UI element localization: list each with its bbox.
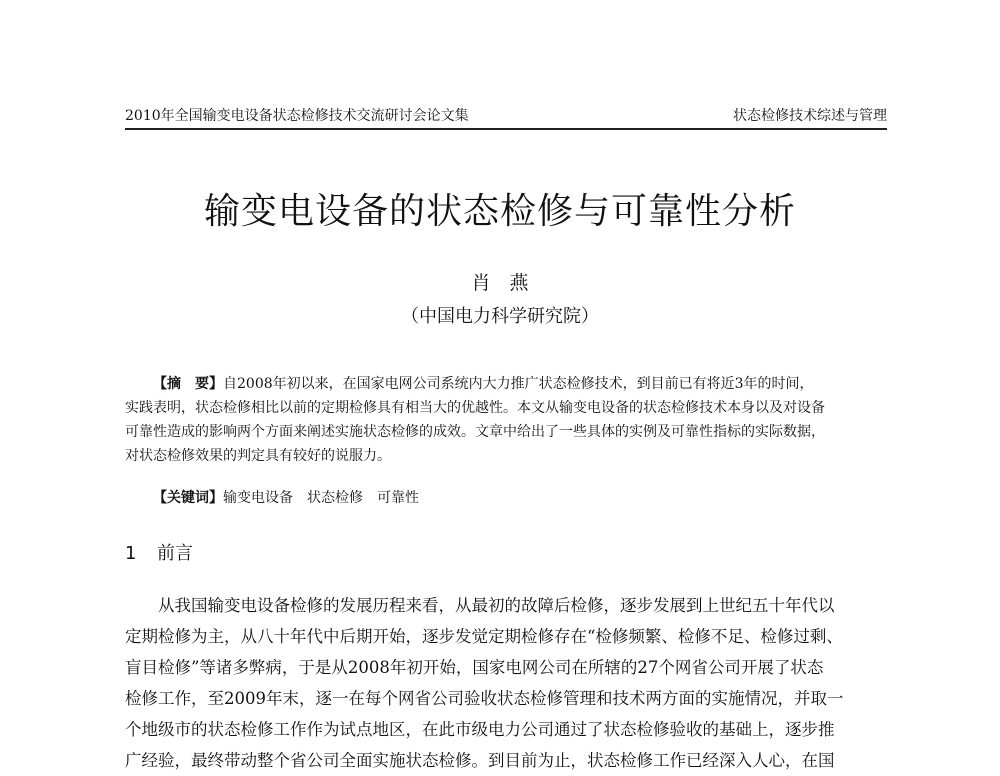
abstract-text: 自2008年初以来，在国家电网公司系统内大力推广状态检修技术，到目前已有将近3年的时间， [223,376,814,392]
keywords-text: 输变电设备 状态检修 可靠性 [223,490,419,506]
author-name: 肖 燕 [471,272,529,294]
header-section-title: 状态检修技术综述与管理 [733,108,887,124]
body-line: 个地级市的状态检修工作作为试点地区，在此市级电力公司通过了状态检修验收的基础上，逐步推 [125,720,835,739]
header-proceedings-title: 2010年全国输变电设备状态检修技术交流研讨会论文集 [125,108,469,124]
abstract-block [125,372,887,468]
body-line: 盲目检修”等诸多弊病，于是从2008年初开始，国家电网公司在所辖的27个网省公司开展了状态 [125,658,824,677]
running-header [125,102,887,130]
abstract-label: 【摘 要】 [153,376,223,392]
section-number: 1 [125,543,137,564]
section-heading [125,541,193,567]
author-affiliation: （中国电力科学研究院） [401,306,599,327]
body-line: 检修工作，至2009年末，逐一在每个网省公司验收状态检修管理和技术两方面的实施情况，并取一 [125,689,844,708]
body-line: 定期检修为主，从八十年代中后期开始，逐步发觉定期检修存在“检修频繁、检修不足、检修过剩、 [125,627,843,646]
section-body [125,590,890,776]
body-line: 广经验，最终带动整个省公司全面实施状态检修。到目前为止，状态检修工作已经深入人心，在国 [125,751,835,770]
keywords-label: 【关键词】 [153,490,223,506]
abstract-line: 可靠性造成的影响两个方面来阐述实施状态检修的成效。文章中给出了一些具体的实例及可靠性指标的实际数据， [125,424,825,440]
abstract-line: 实践表明，状态检修相比以前的定期检修具有相当大的优越性。本文从输变电设备的状态检修技术本身以及对设备 [125,400,825,416]
paper-title: 输变电设备的状态检修与可靠性分析 [203,191,796,232]
body-line: 从我国输变电设备检修的发展历程来看，从最初的故障后检修，逐步发展到上世纪五十年代以 [158,596,835,615]
section-title: 前言 [157,543,193,564]
abstract-line [125,372,887,396]
keywords-line [153,486,887,510]
abstract-line: 对状态检修效果的判定具有较好的说服力。 [125,448,391,464]
